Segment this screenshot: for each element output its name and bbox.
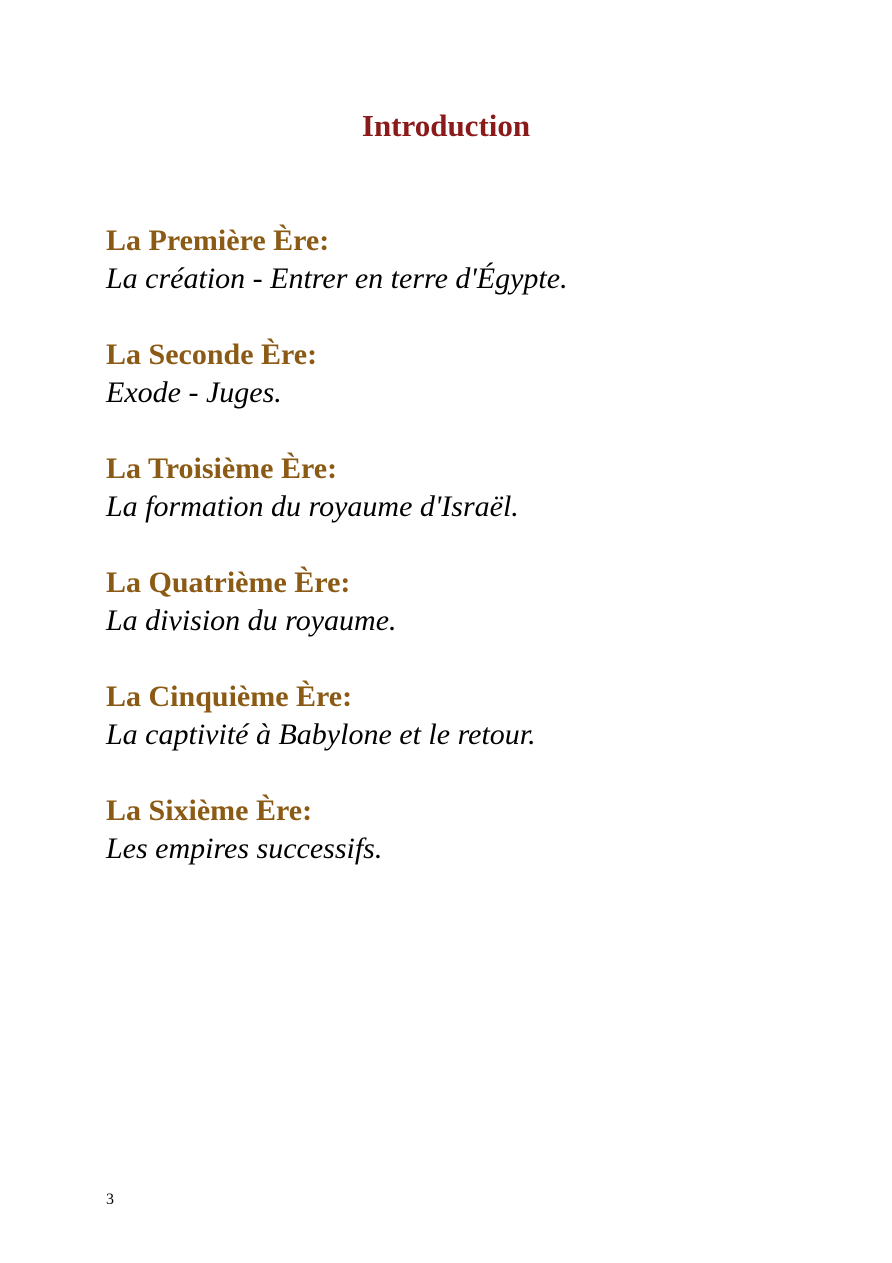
era-description: La formation du royaume d'Israël. xyxy=(106,490,519,523)
era-item xyxy=(106,336,826,450)
era-heading: La Sixième Ère: xyxy=(106,794,313,827)
era-item xyxy=(106,450,826,564)
era-heading: La Troisième Ère: xyxy=(106,452,338,485)
era-description: La captivité à Babylone et le retour. xyxy=(106,718,536,751)
era-heading: La Quatrième Ère: xyxy=(106,566,351,599)
era-description: La création - Entrer en terre d'Égypte. xyxy=(106,262,568,295)
page-number: 3 xyxy=(106,1191,114,1208)
era-item xyxy=(106,678,826,792)
page-title: Introduction xyxy=(361,108,531,143)
era-item xyxy=(106,792,826,906)
era-heading: La Seconde Ère: xyxy=(106,338,318,371)
era-list xyxy=(106,222,826,906)
era-description: Exode - Juges. xyxy=(106,376,282,409)
era-heading: La Cinquième Ère: xyxy=(106,680,353,713)
era-description: La division du royaume. xyxy=(106,604,397,637)
era-item xyxy=(106,222,826,336)
era-item xyxy=(106,564,826,678)
era-description: Les empires successifs. xyxy=(106,832,383,865)
era-heading: La Première Ère: xyxy=(106,224,330,257)
